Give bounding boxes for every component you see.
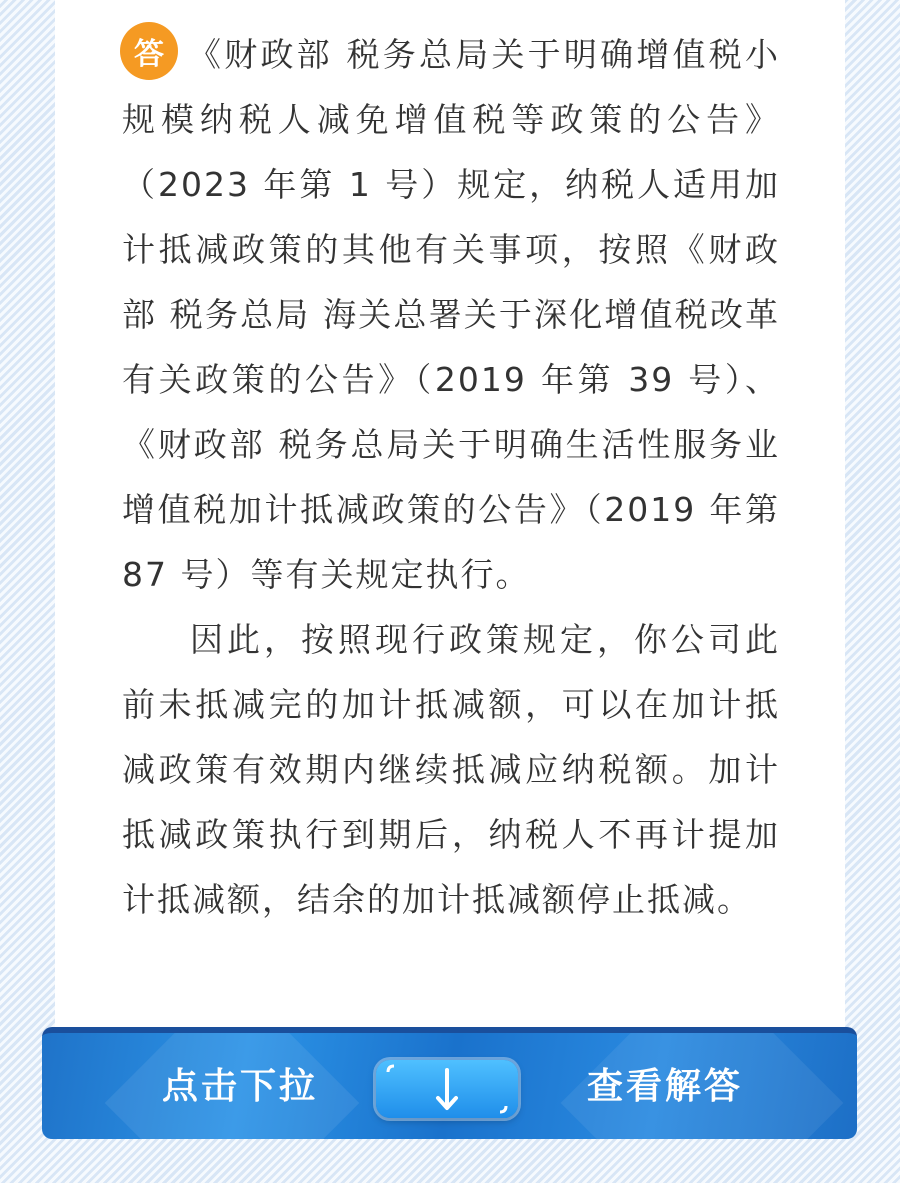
answer-body [122,22,780,932]
answer-badge: 答 [120,22,178,80]
answer-paragraph-2: 因此，按照现行政策规定，你公司此前未抵减完的加计抵减额，可以在加计抵减政策有效期内继续抵减应纳税额。加计抵减政策执行到期后，纳税人不再计提加计抵减额，结余的加计抵减额停止抵减。 [122,620,780,919]
arrow-down-icon [376,1060,518,1118]
answer-paragraph-1: 《财政部 税务总局关于明确增值税小规模纳税人减免增值税等政策的公告》（2023 年第 1 号）规定，纳税人适用加计抵减政策的其他有关事项，按照《财政部 税务总局 海关总署关于深化增值税改革有关政策的公告》（2019 年第 39 号）、《财政部 税务总局关于明确生活性服务业增值税加计抵减政策的公告》（2019 年第 87 号）等有关规定执行。 [122,35,780,594]
pull-down-button[interactable] [376,1060,518,1118]
view-answer-label: 查看解答 [587,1066,744,1107]
pull-down-label: 点击下拉 [162,1066,319,1107]
pull-down-bar[interactable] [42,1027,857,1139]
